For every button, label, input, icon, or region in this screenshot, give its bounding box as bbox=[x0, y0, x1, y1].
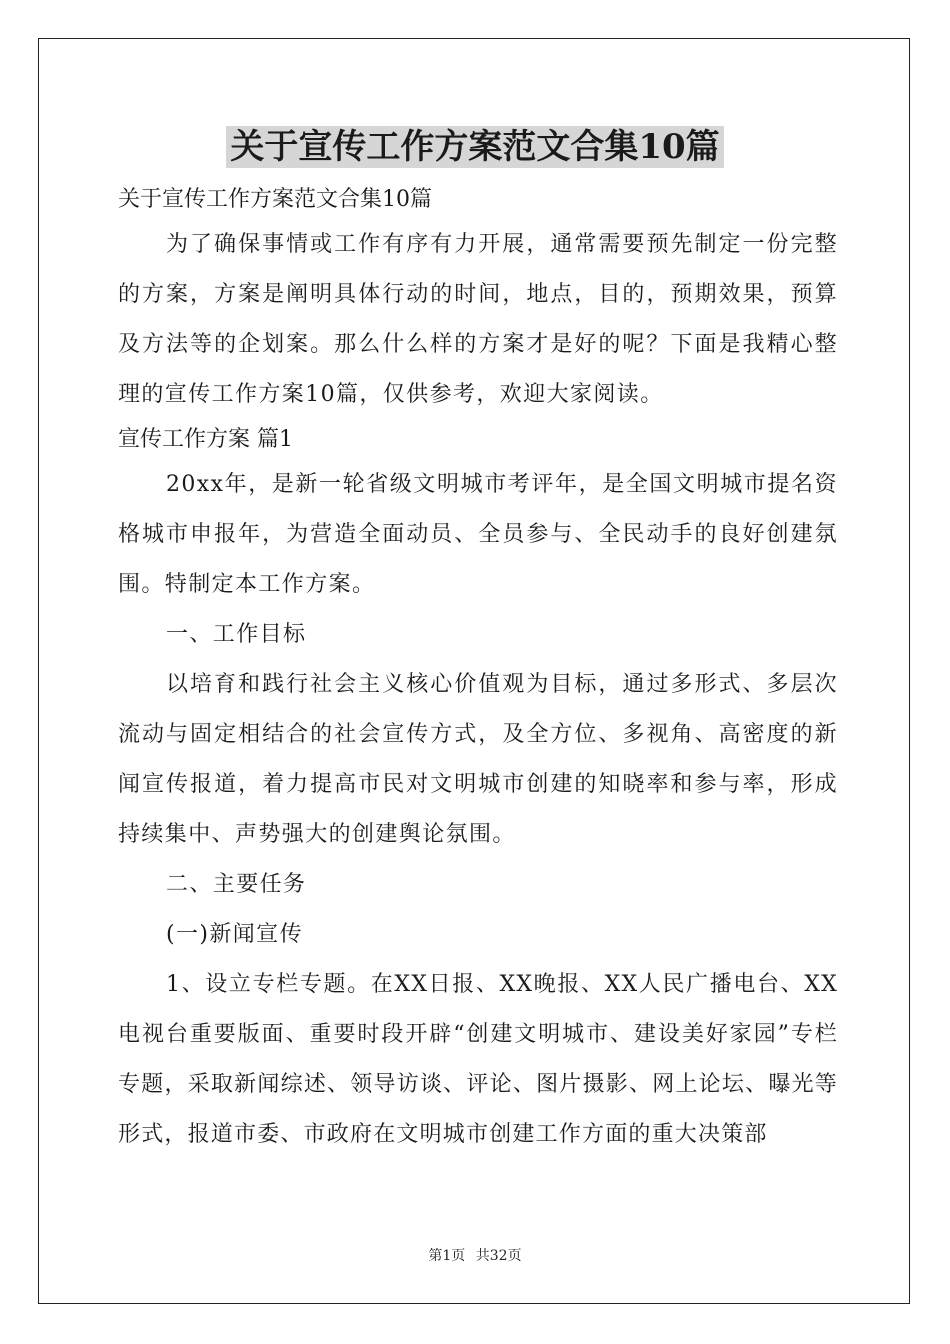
section-title: 宣传工作方案 篇1 bbox=[118, 427, 293, 452]
page-total: 共32页 bbox=[475, 1248, 522, 1264]
paragraph-2: 以培育和践行社会主义核心价值观为目标，通过多形式、多层次流动与固定相结合的社会宣传方式，及全方位、多视角、高密度的新闻宣传报道，着力提高市民对文明城市创建的知晓率和参与率，形成持续集中、声势强大的创建舆论氛围。 bbox=[118, 672, 838, 847]
heading-news: (一)新闻宣传 bbox=[166, 922, 303, 947]
intro-paragraph: 为了确保事情或工作有序有力开展，通常需要预先制定一份完整的方案，方案是阐明具体行动的时间，地点，目的，预期效果，预算及方法等的企划案。那么什么样的方案才是好的呢？下面是我精心整理的宣传工作方案10篇，仅供参考，欢迎大家阅读。 bbox=[118, 232, 838, 407]
page-footer bbox=[0, 1246, 950, 1266]
paragraph-1: 20xx年，是新一轮省级文明城市考评年，是全国文明城市提名资格城市申报年，为营造全面动员、全员参与、全民动手的良好创建氛围。特制定本工作方案。 bbox=[118, 472, 838, 597]
document-title: 关于宣传工作方案范文合集10篇 bbox=[226, 126, 723, 168]
page-number: 第1页 bbox=[428, 1248, 466, 1264]
heading-goals: 一、工作目标 bbox=[166, 622, 307, 647]
title-wrap bbox=[0, 126, 950, 168]
heading-tasks: 二、主要任务 bbox=[166, 872, 307, 897]
document-body bbox=[118, 180, 838, 1160]
document-subtitle: 关于宣传工作方案范文合集10篇 bbox=[118, 187, 432, 212]
paragraph-3: 1、设立专栏专题。在XX日报、XX晚报、XX人民广播电台、XX电视台重要版面、重要时段开辟“创建文明城市、建设美好家园”专栏专题，采取新闻综述、领导访谈、评论、图片摄影、网上论坛、曝光等形式，报道市委、市政府在文明城市创建工作方面的重大决策部 bbox=[118, 972, 838, 1147]
